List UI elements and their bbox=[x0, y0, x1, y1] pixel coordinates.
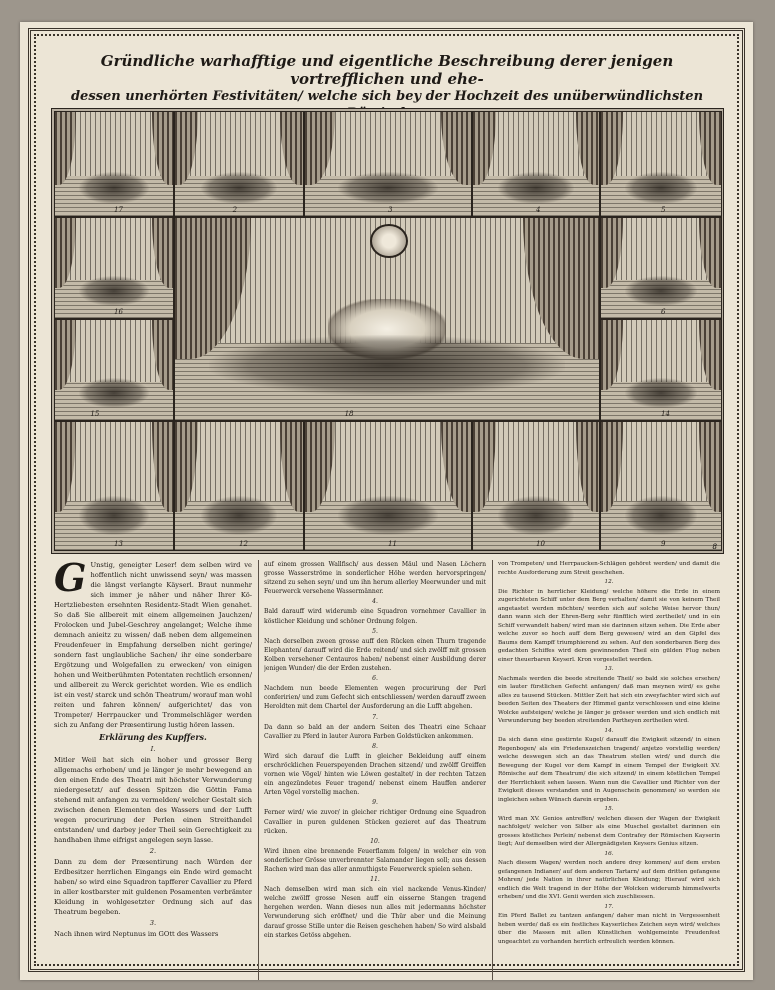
paragraph: Die Richter in herrlicher Kleidung/ welche höhere die Erde in einem zugerichteten Schiff unter dem Berg verhalten/ damit sie von keinem Theil angetastet werden möchten/ werden sich auf solche Weise hervor thun/ dann wann sich der Ehren-Berg sehr fünfflich wird zertheilet/ und in ein Schiff verwandelt haben/ wird man sie darinnen sitzen sehen. Die Erde aber welche zuvor so hoch auff dem Berg gewesen/ wird an den Gipfel des Baums dem Kampff triumphierend zu sehen. Auf den sonderbaren Berg des gedachten Schiffes wird dem gewinnenden Theil ein gülden Flug neben einer theuerbaren Keyserl. Kron vorgestellet werden. bbox=[498, 588, 720, 663]
title-line-1: Gründliche warhafftige und eigentliche Beschreibung derer jenigen vortrefflichen und ehe- bbox=[100, 52, 674, 88]
paragraph: Nach ihnen wird Neptunus im GOtt des Wassers bbox=[54, 930, 219, 938]
paragraph: Nachmals werden die beede streitende Theil/ so bald sie solches ersehen/ ein lauter fürstlichen Gefecht anfangen/ daß man meynen wird/ es gehe alles zu tausend Stücken. Mittler Zeit hat sich ein zweyfachter wird sich auf beeden Seiten des Theaters der Himmel gantz verschlossen und eine kleine Wolcke aufsteigen/ welche je länger je grösser werden und sich endlich mit Verwunderung bey beeden streitenden Partheyen zertheilen wird. bbox=[498, 675, 720, 724]
plate-number: 9 bbox=[661, 540, 666, 548]
paragraph: Bald darauff wird widerumb eine Squadron vornehmer Cavallier in köstlicher Kleidung und schöner Ordnung folgen. bbox=[264, 608, 486, 625]
section-number: 3. bbox=[149, 919, 157, 927]
section-number: 12. bbox=[604, 579, 614, 585]
plate-number: 10 bbox=[536, 540, 545, 548]
broadsheet bbox=[20, 22, 753, 980]
plate-panel bbox=[54, 319, 174, 421]
intro-paragraph: Unstig, geneigter Leser! dem selben wird ve hoffentlich nicht unwissend seyn/ was massen die längst verlangte Käyserl. Braut nunmehr sich immer je näher und näher Ihrer Kö-Hertzliebesten ersehnten Residentz-Stadt Wien genahet. So daß Sie allbereit mit einem allgemeinen Jauchzen/ Frolocken und Jubel-Geschrey angelanget; Welche ihme demnach anieitz zu wissen/ daß neben dem allgemeinen Freudenfeuer in Empfahung derselben nicht geringe/ sondern fast unglaubliche Sachen/ ihr eine sonderbare Ergötzung und Wolgefallen zu erwecken/ von einigen hohen und Weitberühmten Potentaten rechtlich ersonnen/ und allbereit zu Werck gerichtet worden. Wie es endlich ist ein vest/ starck und schön Theatrum/ worauf man wohl reiten und fahren können/ aufgerichtet/ das von Trompeter/ Herrpaucker und Trommelschläger werden sich zu Anfang der Præsentirung lustig hören lassen. bbox=[54, 561, 252, 729]
paragraph: Da sich dann eine gestirnte Kugel/ darauff die Ewigkeit sitzend/ in einen Regenbogen/ als ein Friedenszeichen tragend/ anjetzo vorstellig werden/ welche deswegen sich an das Theatrum stellen wird/ und durch die Bewegung der Kugel vor dem Kampf in einem Tempel der Ewigkeit XV. Römische auf dem Theatrum/ die sich sitzend/ in einem köstlichen Tempel der Herrlichkeit sehen lassen. Wann nun die Cavallier und Richter von der Ewigkeit dieses verstanden und in Augenschein genommen/ so werden sie ingleichen sehen Wünsch darein ergeben. bbox=[498, 737, 720, 803]
section-number: 16. bbox=[604, 850, 614, 857]
paragraph: Wird man XV. Genios antreffen/ welchen diesen der Wagen der Ewigkeit nachfolget/ welcher von Silber als eine Muschel gestaltet darinnen ein grosses köstliches Perlein/ nebenst dem Contrafey der Römischen Kayserin liegt; Auf demselben wird der Allergnädigsten Keysers Genius sitzen. bbox=[498, 815, 720, 847]
paragraph: Mitler Weil hat sich ein hoher und grosser Berg allgemachs erhoben/ und je länger je mehr bewegend an den einen Ende des Theatri mit höchster Verwunderung niedergesetzt/ auf dessen Spitzen die Göttin Fama stehend mit anfangen zu vermelden/ welcher Gestalt sich zwischen denen Elementen des Wassers und der Lufft wegen procurirung der Perlen einen Streithandel entstanden/ und darbey jeder Theil sein Gerechtigkeit zu handhaben ihme eifrigst angelegen seyn lasse. bbox=[54, 756, 252, 844]
plate-number: 15 bbox=[90, 410, 100, 418]
plate-number: 11 bbox=[388, 540, 397, 548]
plate-panel bbox=[600, 319, 722, 421]
plate-panel bbox=[304, 111, 472, 217]
text-column-2 bbox=[264, 560, 486, 940]
section-number: I. bbox=[150, 745, 156, 753]
plate-number: 4 bbox=[536, 206, 541, 214]
paragraph: Wird sich darauf die Lufft in gleicher Bekleidung auff einem erschröcklichen Feuerspeyenden Drachen sitzend/ und zwölff Greiffen vornen wie Vögel/ hinten wie Löwen gestaltet/ in der rechten Tatzen ein angezündetes Feuer tragend/ nebenst einem Hauffen anderer Arten Vögel vorstellig machen. bbox=[264, 752, 486, 797]
plate-number: 3 bbox=[388, 206, 393, 214]
plate-number: 16 bbox=[114, 308, 123, 316]
section-number: 8. bbox=[372, 742, 378, 750]
section-number: 7. bbox=[372, 713, 378, 721]
paragraph: Wird ihnen eine brennende Feuerflamm folgen/ in welcher ein von sonderlicher Grösse unverbrennter Salamander liegen soll; aus dessen Rachen wird man das aller anmuthigste Feuerwerck spielen sehen. bbox=[264, 847, 486, 873]
paragraph: Nach diesem Wagen/ werden noch andere drey kommen/ auf dem ersten gefangenen Indianer/ auf dem anderen Tartarn/ auf dem dritten gefangene Mohren/ jede Nation in ihrer natürlichen Kleidung; Hierauf wird sich endlich die Welt tragend in der Höhe der Wolcken widerumb himmelwerts erheben/ und die XVI. Genii werden sich zuschliessen. bbox=[498, 860, 720, 900]
paragraph: Da dann so bald an der andern Seiten des Theatri eine Schaar Cavallier zu Pferd in lauter Aurora Farben Goldstücken ankommen. bbox=[264, 723, 486, 740]
plate-panel bbox=[174, 421, 304, 551]
section-heading: Erklärung des Kupffers. bbox=[99, 732, 207, 742]
plate-number: 8 bbox=[712, 543, 717, 551]
plate-panel bbox=[600, 421, 722, 551]
paragraph: Nach derselben zween grosse auff den Rücken einen Thurn tragende Elephanten/ darauff wird die Erde reitend/ und sich zwölff mit grossen Kolben versehener Centauros haben/ nebenst einer Ausbildung derer jenigen Wunder/ die der Erden zustehen. bbox=[264, 637, 486, 673]
paragraph: Nachdem nun beede Elementen wegen procurirung der Perl conferirien/ und zum Gefecht sich entschliessen/ werden darauff zween Heroldten mit dem Chartel der Ausforderung an die Lufft abgehen. bbox=[264, 685, 486, 711]
column-divider bbox=[492, 560, 493, 980]
section-number: 13. bbox=[604, 666, 614, 672]
plate-panel bbox=[472, 421, 600, 551]
plate-panel bbox=[174, 111, 304, 217]
section-number: 10. bbox=[370, 837, 380, 845]
plate-panel bbox=[54, 421, 174, 551]
paragraph: Nach demselben wird man sich ein viel nackende Venus-Kinder/ welche zwölff grosse Nesen auff ein eisserne Stangen tragend hergehen werden. Wann dieses nun alles mit jedermanns höchster Verwunderung sich eröffnet/ und die Thür aber und die Meinung darauf grosse Stille unter die Reisen geschehen haben/ So wird alsbald ein starkes Getöss abgehen. bbox=[264, 886, 486, 939]
paragraph: Ein Pferd Ballet zu tantzen anfangen/ daher man nicht in Vergessenheit heben werde/ daß es ein festliches Kayserliches Zeichen seyn wird/ welches über die Massen mit allen Künstlichen wohlgemeinte Freudenfest ungeachtet zu vorhanden herrlich erfreulich werden können. bbox=[498, 913, 720, 945]
plate-number: 6 bbox=[661, 308, 666, 316]
plate-number: 17 bbox=[114, 206, 123, 214]
section-number: 2. bbox=[149, 847, 157, 855]
plate-panel bbox=[304, 421, 472, 551]
section-number: 17. bbox=[604, 903, 614, 910]
plate-panel bbox=[600, 111, 722, 217]
title-line-2: dessen unerhörten Festivitäten/ welche sich bey der Hochzeit des unüberwündlichsten bbox=[70, 89, 704, 104]
central-plate bbox=[174, 217, 600, 421]
plate-panel bbox=[472, 111, 600, 217]
text-column-3 bbox=[498, 560, 720, 946]
section-number: 4. bbox=[372, 598, 378, 606]
paragraph: von Trompeten/ und Herrpaucken-Schlägen gehöret werden/ und damit die rechte Ausforderung zum Streit geschehen. bbox=[498, 561, 720, 576]
plate-number: 13 bbox=[114, 540, 123, 548]
section-number: 5. bbox=[372, 627, 378, 635]
starry-globe bbox=[370, 224, 408, 258]
engraving-plates bbox=[51, 108, 724, 554]
text-column-1 bbox=[54, 560, 252, 939]
plate-number: 12 bbox=[239, 540, 248, 548]
plate-panel bbox=[54, 111, 174, 217]
section-number: 11. bbox=[370, 876, 380, 884]
section-number: 15. bbox=[604, 806, 614, 812]
section-number: 9. bbox=[372, 799, 378, 807]
section-number: 14. bbox=[604, 727, 614, 734]
paragraph: Dann zu dem der Præsentirung nach Würden der Erdbesitzer herrlichen Eingangs ein Ende wird gemacht haben/ so wird eine Squadron tapfferer Cavallier zu Pferd in aller kostbarster mit guldenen Posamenten verbrämter Kleidung in wohlgesetzter Ordnung sich auf das Theatrum begeben. bbox=[54, 858, 252, 916]
plate-number: 2 bbox=[232, 206, 238, 214]
paragraph: auf einem grossen Wallfisch/ aus dessen Mäul und Nasen Löchern grosse Wasserströme in sonderlicher Höhe werden hervorspringen/ sitzend zu sehen seyn/ und um ihn herum allerley Meerwunder und mit Feuerwerck versehene Wassermänner. bbox=[264, 561, 486, 596]
plate-number: 5 bbox=[661, 206, 666, 214]
paragraph: Ferner wird/ wie zuvor/ in gleicher richtiger Ordnung eine Squadron Cavallier in puren guldenen Stücken gezieret auf das Theatrum rücken. bbox=[264, 809, 486, 835]
plate-panel bbox=[600, 217, 722, 319]
column-divider bbox=[258, 560, 259, 980]
drop-cap: G bbox=[54, 560, 87, 600]
plate-panel bbox=[54, 217, 174, 319]
plate-number: 18 bbox=[344, 410, 354, 418]
section-number: 6. bbox=[372, 675, 378, 683]
plate-number: 14 bbox=[661, 410, 670, 418]
